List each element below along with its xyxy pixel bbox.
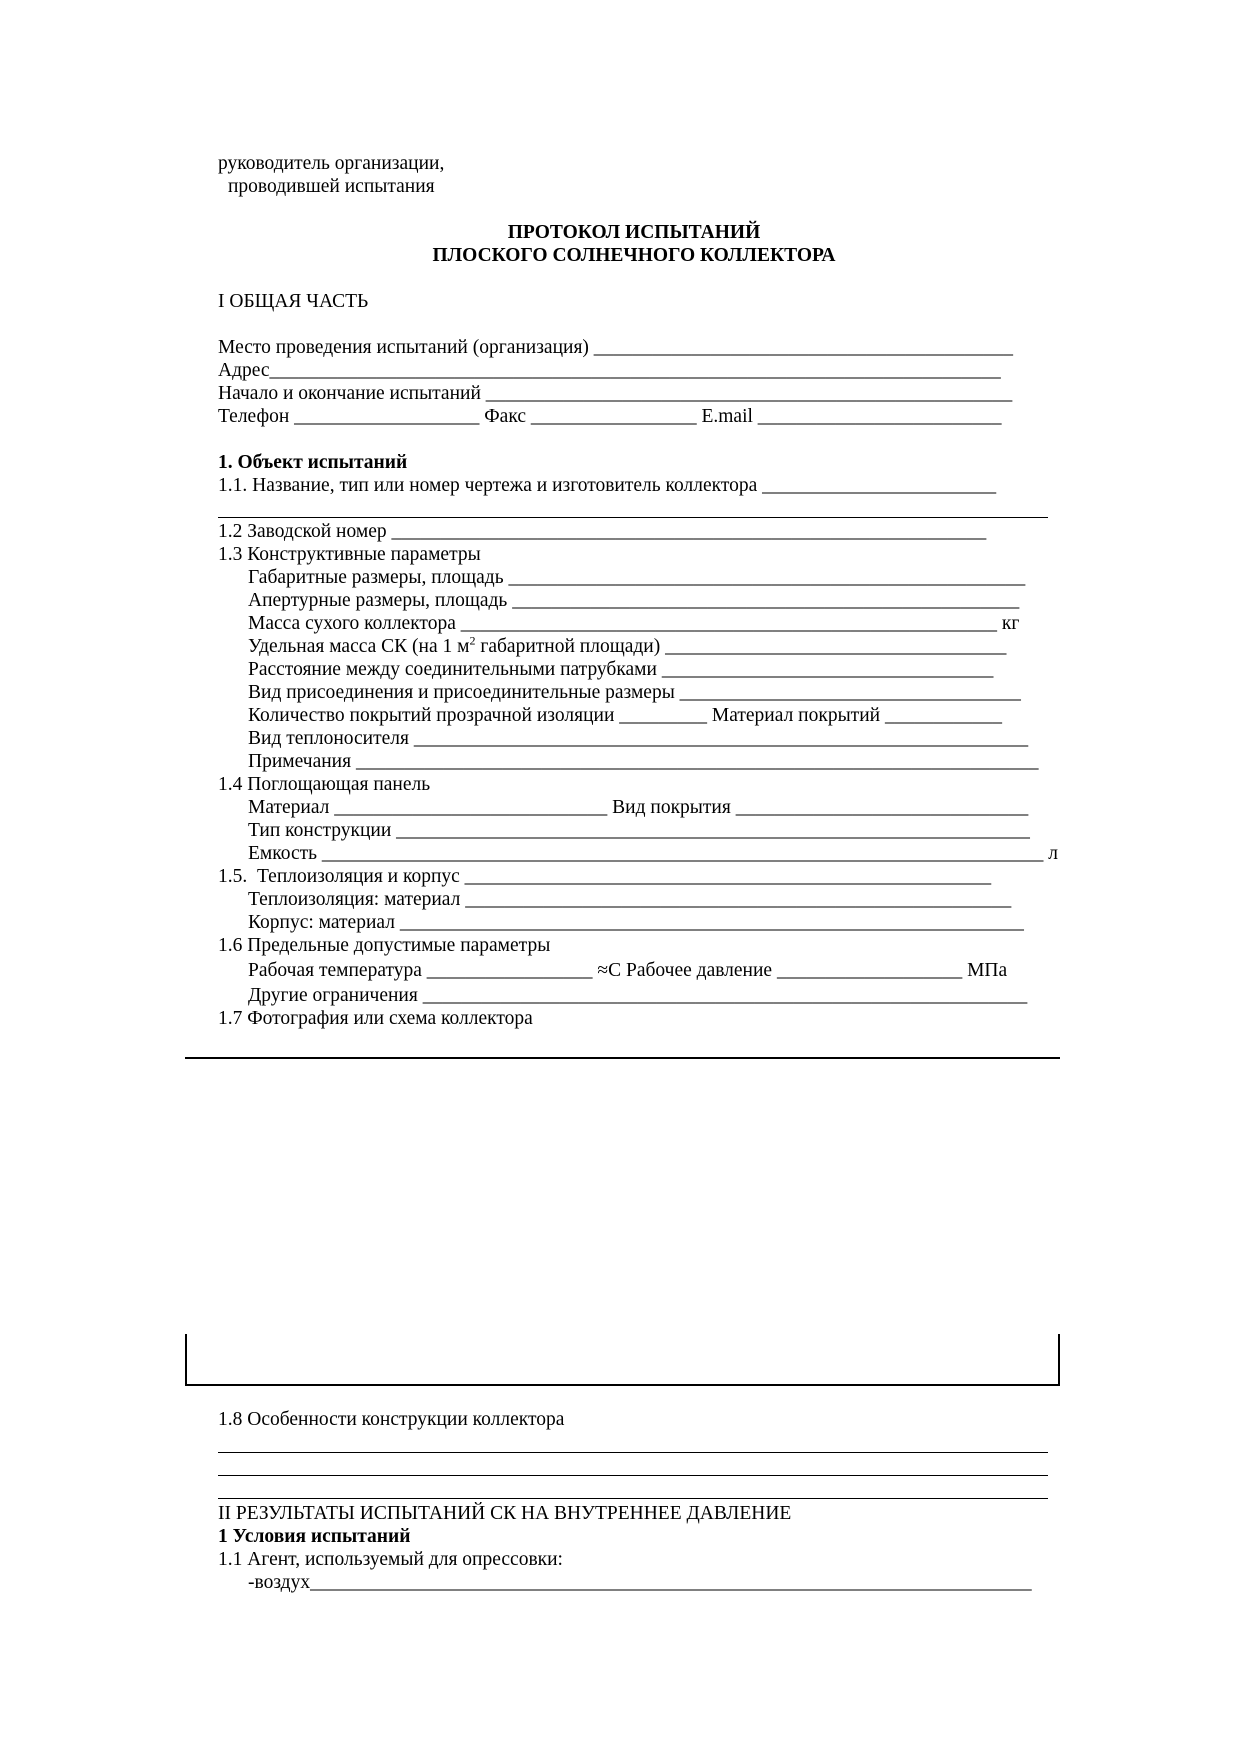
photo-frame-bottom xyxy=(185,1334,1060,1386)
heat-carrier-field: Вид теплоносителя _______________________________________________________________ xyxy=(248,728,1029,749)
aperture-size-field: Апертурные размеры, площадь ____________________________________________________ xyxy=(248,590,1020,611)
limits-heading: 1.6 Предельные допустимые параметры xyxy=(218,935,551,956)
case-material-field: Корпус: материал ________________________________________________________________ xyxy=(248,912,1024,933)
features-line-3 xyxy=(218,1498,1048,1499)
absorber-material-field: Материал ____________________________ Вид покрытия ______________________________ xyxy=(248,797,1029,818)
air-field: -воздух__________________________________________________________________________ xyxy=(248,1572,1032,1593)
conditions-heading: 1 Условия испытаний xyxy=(218,1526,411,1547)
operating-limits-field: Рабочая температура _________________ ≈С Рабочее давление ___________________ МПа xyxy=(248,960,1008,981)
contacts-field: Телефон ___________________ Факс _________________ E.mail _________________________ xyxy=(218,406,1002,427)
address-field: Адрес___________________________________________________________________________ xyxy=(218,360,1001,381)
title-line-1: ПРОТОКОЛ ИСПЫТАНИЙ xyxy=(507,222,761,243)
features-heading: 1.8 Особенности конструкции коллектора xyxy=(218,1409,565,1430)
signer-line-1: руководитель организации, xyxy=(218,153,445,174)
overall-size-field: Габаритные размеры, площадь _____________________________________________________ xyxy=(248,567,1026,588)
general-heading: I ОБЩАЯ ЧАСТЬ xyxy=(218,291,369,312)
collector-name-continuation-line xyxy=(218,517,1048,518)
cover-field: Количество покрытий прозрачной изоляции _________ Материал покрытий ____________ xyxy=(248,705,1002,726)
test-dates-field: Начало и окончание испытаний ______________________________________________________ xyxy=(218,383,1013,404)
other-limits-field: Другие ограничения ______________________________________________________________ xyxy=(248,985,1028,1006)
construction-type-field: Тип конструкции _________________________________________________________________ xyxy=(248,820,1030,841)
agent-label: 1.1 Агент, используемый для опрессовки: xyxy=(218,1549,563,1570)
pipe-distance-field: Расстояние между соединительными патрубками __________________________________ xyxy=(248,659,994,680)
pressure-heading: II РЕЗУЛЬТАТЫ ИСПЫТАНИЙ СК НА ВНУТРЕННЕЕ ДАВЛЕНИЕ xyxy=(218,1503,792,1524)
features-line-2 xyxy=(218,1475,1048,1476)
serial-number-field: 1.2 Заводской номер _____________________________________________________________ xyxy=(218,521,987,542)
signer-line-2: проводившей испытания xyxy=(228,176,435,197)
design-params-heading: 1.3 Конструктивные параметры xyxy=(218,544,481,565)
title-line-2: ПЛОСКОГО СОЛНЕЧНОГО КОЛЛЕКТОРА xyxy=(432,245,836,266)
dry-mass-field: Масса сухого коллектора _______________________________________________________ кг xyxy=(248,613,1020,634)
collector-name-field: 1.1. Название, тип или номер чертежа и изготовитель коллектора ________________________ xyxy=(218,475,997,496)
specific-mass-field: Удельная масса СК (на 1 $м^2$ габаритной площади) ___________________________________ xyxy=(248,633,1007,657)
connection-field: Вид присоединения и присоединительные размеры ___________________________________ xyxy=(248,682,1021,703)
object-heading: 1. Объект испытаний xyxy=(218,452,408,473)
absorber-heading: 1.4 Поглощающая панель xyxy=(218,774,431,795)
capacity-field: Емкость __________________________________________________________________________ л xyxy=(248,843,1059,864)
test-place-field: Место проведения испытаний (организация) ___________________________________________ xyxy=(218,337,1014,358)
features-line-1 xyxy=(218,1452,1048,1453)
photo-caption: 1.7 Фотография или схема коллектора xyxy=(218,1008,533,1029)
photo-frame-top xyxy=(185,1057,1060,1059)
insulation-material-field: Теплоизоляция: материал ________________________________________________________ xyxy=(248,889,1012,910)
insulation-heading: 1.5. Теплоизоляция и корпус ______________________________________________________ xyxy=(218,866,992,887)
notes-field: Примечания ______________________________________________________________________ xyxy=(248,751,1039,772)
